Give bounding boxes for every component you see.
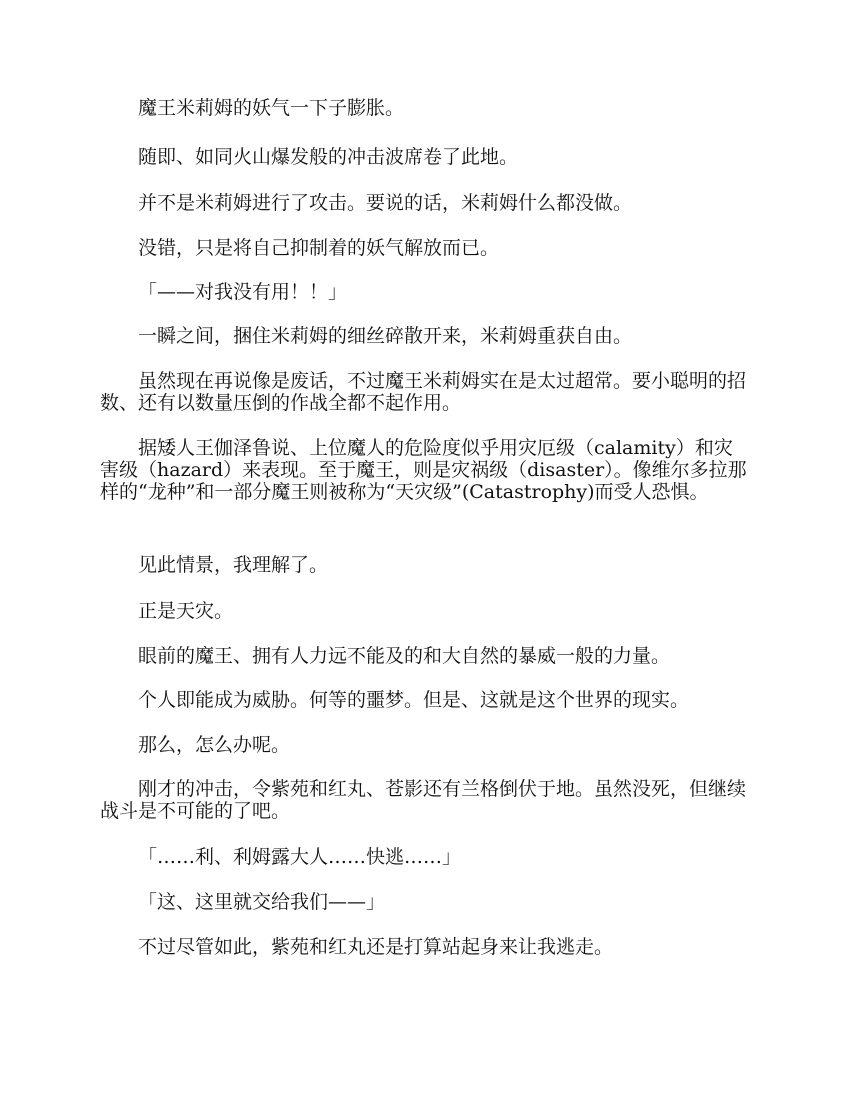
paragraph-13: 那么，怎么办呢。 xyxy=(138,734,291,756)
paragraph-14: 刚才的冲击，令紫苑和红丸、苍影还有兰格倒伏于地。虽然没死，但继续战斗是不可能的了吧。 xyxy=(100,778,747,822)
paragraph-16: 「这、这里就交给我们——」 xyxy=(138,891,386,913)
paragraph-12: 个人即能成为威胁。何等的噩梦。但是、这就是这个世界的现实。 xyxy=(138,689,690,711)
paragraph-4: 没错，只是将自己抑制着的妖气解放而已。 xyxy=(138,237,500,259)
paragraph-10: 正是天灾。 xyxy=(138,600,234,622)
paragraph-9: 见此情景，我理解了。 xyxy=(138,554,329,576)
paragraph-7: 虽然现在再说像是废话，不过魔王米莉姆实在是太过超常。要小聪明的招数、还有以数量压倒的作战全都不起作用。 xyxy=(100,370,747,414)
paragraph-8: 据矮人王伽泽鲁说、上位魔人的危险度似乎用灾厄级（calamity）和灾害级（hazard）来表现。至于魔王，则是灾祸级（disaster）。像维尔多拉那样的“龙种”和一部分魔王则被称为“天灾级”(Catastrophy)而受人恐惧。 xyxy=(100,437,747,503)
paragraph-17: 不过尽管如此，紫苑和红丸还是打算站起身来让我逃走。 xyxy=(138,936,614,958)
paragraph-3: 并不是米莉姆进行了攻击。要说的话，米莉姆什么都没做。 xyxy=(138,192,633,214)
paragraph-15: 「……利、利姆露大人……快逃……」 xyxy=(138,846,462,868)
paragraph-11: 眼前的魔王、拥有人力远不能及的和大自然的暴威一般的力量。 xyxy=(138,645,671,667)
paragraph-2: 随即、如同火山爆发般的冲击波席卷了此地。 xyxy=(138,146,519,168)
paragraph-6: 一瞬之间，捆住米莉姆的细丝碎散开来，米莉姆重获自由。 xyxy=(138,325,633,347)
paragraph-5: 「——对我没有用！！」 xyxy=(138,281,348,303)
paragraph-1: 魔王米莉姆的妖气一下子膨胀。 xyxy=(138,97,405,119)
